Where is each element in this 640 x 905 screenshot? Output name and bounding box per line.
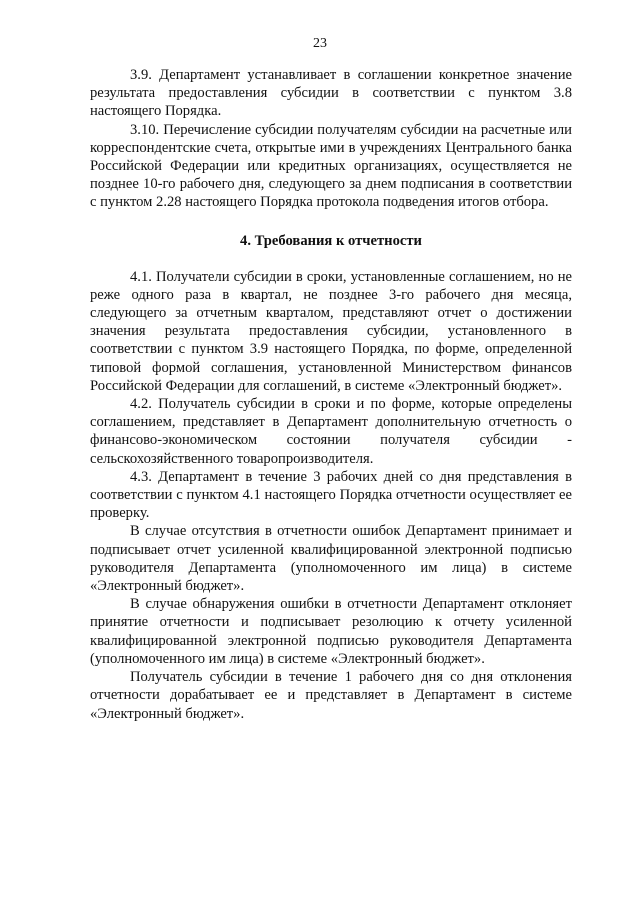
document-body — [90, 66, 572, 723]
paragraph-acceptance: В случае отсутствия в отчетности ошибок Департамент принимает и подписывает отчет усиленной квалифицированной электронной подписью руководителя Департамента (уполномоченного им лица) в системе «Электронный бюджет». — [90, 523, 572, 595]
spacer — [90, 212, 572, 232]
paragraph-3-10: 3.10. Перечисление субсидии получателям субсидии на расчетные или корреспондентские счета, открытые ими в учреждениях Центрального банка Российской Федерации или кредитных организациях, осуществляется не позднее 10-го рабочего дня, следующего за днем подписания в соответствии с пунктом 2.28 настоящего Порядка протокола подведения итогов отбора. — [90, 121, 572, 211]
paragraph-rejection: В случае обнаружения ошибки в отчетности Департамент отклоняет принятие отчетности и подписывает резолюцию к отчету усиленной квалифицированной электронной подписью руководителя Департамента (уполномоченного им лица) в системе «Электронный бюджет». — [90, 596, 572, 667]
paragraph-3-9: 3.9. Департамент устанавливает в соглашении конкретное значение результата предоставления субсидии в соответствии с пунктом 3.8 настоящего Порядка. — [90, 67, 572, 120]
paragraph-4-2: 4.2. Получатель субсидии в сроки и по форме, которые определены соглашением, представляет в Департамент дополнительную отчетность о финансово-экономическом состоянии получателя субсидии - сельскохозяйственного товаропроизводителя. — [90, 396, 572, 467]
paragraph-4-3: 4.3. Департамент в течение 3 рабочих дней со дня представления в соответствии с пунктом 4.1 настоящего Порядка отчетности осуществляет ее проверку. — [90, 468, 572, 522]
paragraph-4-1: 4.1. Получатели субсидии в сроки, установленные соглашением, но не реже одного раза в квартал, не позднее 3-го рабочего дня месяца, следующего за отчетным кварталом, представляют отчет о достижении значения результата предоставления субсидии, установленного в соответствии с пунктом 3.9 настоящего Порядка, по форме, определенной типовой формой соглашения, установленной Министерством финансов Российской Федерации для соглашений, в системе «Электронный бюджет». — [90, 268, 572, 394]
spacer — [90, 250, 572, 268]
section-heading: 4. Требования к отчетности — [240, 232, 422, 249]
paragraph-rework: Получатель субсидии в течение 1 рабочего дня со дня отклонения отчетности дорабатывает ее и представляет в Департамент в системе «Электронный бюджет». — [90, 669, 572, 722]
page-number: 23 — [313, 36, 327, 51]
